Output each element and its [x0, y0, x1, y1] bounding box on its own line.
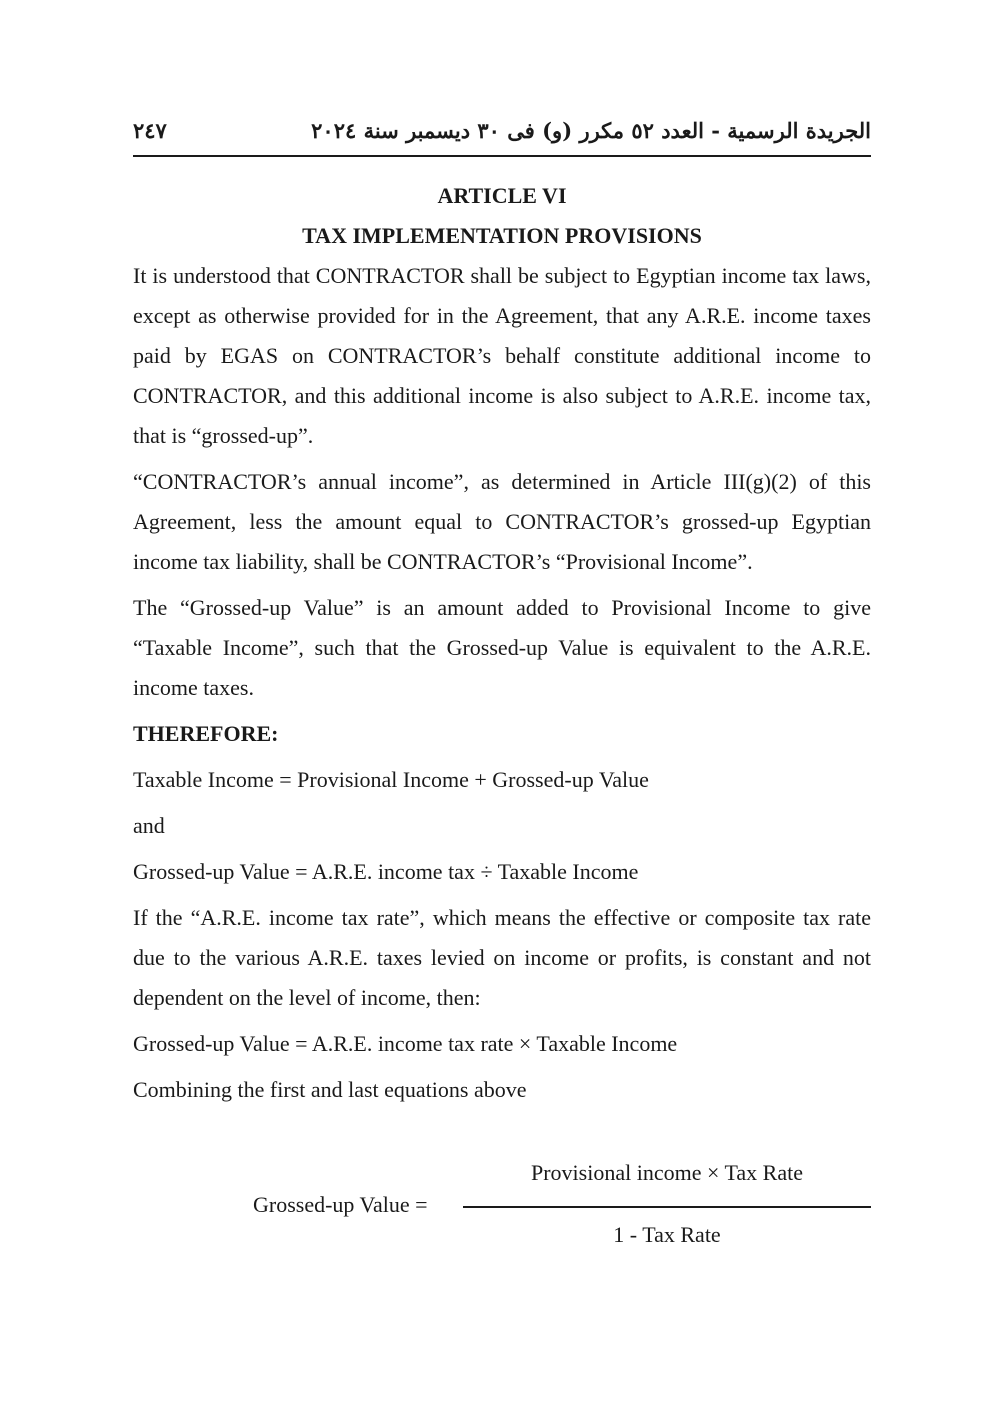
- paragraph-3: The “Grossed-up Value” is an amount added to Provisional Income to give “Taxable Income”, such that the Grossed-up Value is equivalent to the A.R.E. income taxes.: [133, 595, 871, 700]
- therefore-label: THEREFORE:: [133, 721, 279, 746]
- paragraph-4: If the “A.R.E. income tax rate”, which means the effective or composite tax rate due to the various A.R.E. taxes levied on income or profits, is constant and not dependent on the level of income, then:: [133, 905, 871, 1010]
- gazette-header-line: الجريدة الرسمية - العدد ٥٢ مكرر (و) فى ٣٠ ديسمبر سنة ٢٠٢٤: [311, 117, 871, 143]
- combining-text: Combining the first and last equations above: [133, 1077, 527, 1102]
- formula-lhs: Grossed-up Value =: [253, 1192, 428, 1217]
- and-text: and: [133, 813, 165, 838]
- page-header: [133, 112, 871, 148]
- page-number: ٢٤٧: [133, 117, 167, 143]
- header-divider: [133, 155, 871, 157]
- formula-numerator: Provisional income × Tax Rate: [531, 1160, 803, 1185]
- formula-denominator: 1 - Tax Rate: [613, 1222, 721, 1247]
- equation-1: Taxable Income = Provisional Income + Grossed-up Value: [133, 767, 649, 792]
- paragraph-2: “CONTRACTOR’s annual income”, as determined in Article III(g)(2) of this Agreement, less the amount equal to CONTRACTOR’s grossed-up Egyptian income tax liability, shall be CONTRACTOR’s “Provisional Income”.: [133, 469, 871, 574]
- equation-3: Grossed-up Value = A.R.E. income tax rate × Taxable Income: [133, 1031, 678, 1056]
- article-number: ARTICLE VI: [437, 183, 567, 208]
- document-body: [133, 176, 871, 1116]
- fraction-formula: [133, 1158, 871, 1258]
- article-title: TAX IMPLEMENTATION PROVISIONS: [302, 223, 702, 248]
- fraction-bar: [463, 1206, 871, 1208]
- equation-2: Grossed-up Value = A.R.E. income tax ÷ Taxable Income: [133, 859, 639, 884]
- paragraph-1: It is understood that CONTRACTOR shall be subject to Egyptian income tax laws, except as otherwise provided for in the Agreement, that any A.R.E. income taxes paid by EGAS on CONTRACTOR’s behalf constitute additional income to CONTRACTOR, and this additional income is also subject to A.R.E. income tax, that is “grossed-up”.: [133, 263, 871, 448]
